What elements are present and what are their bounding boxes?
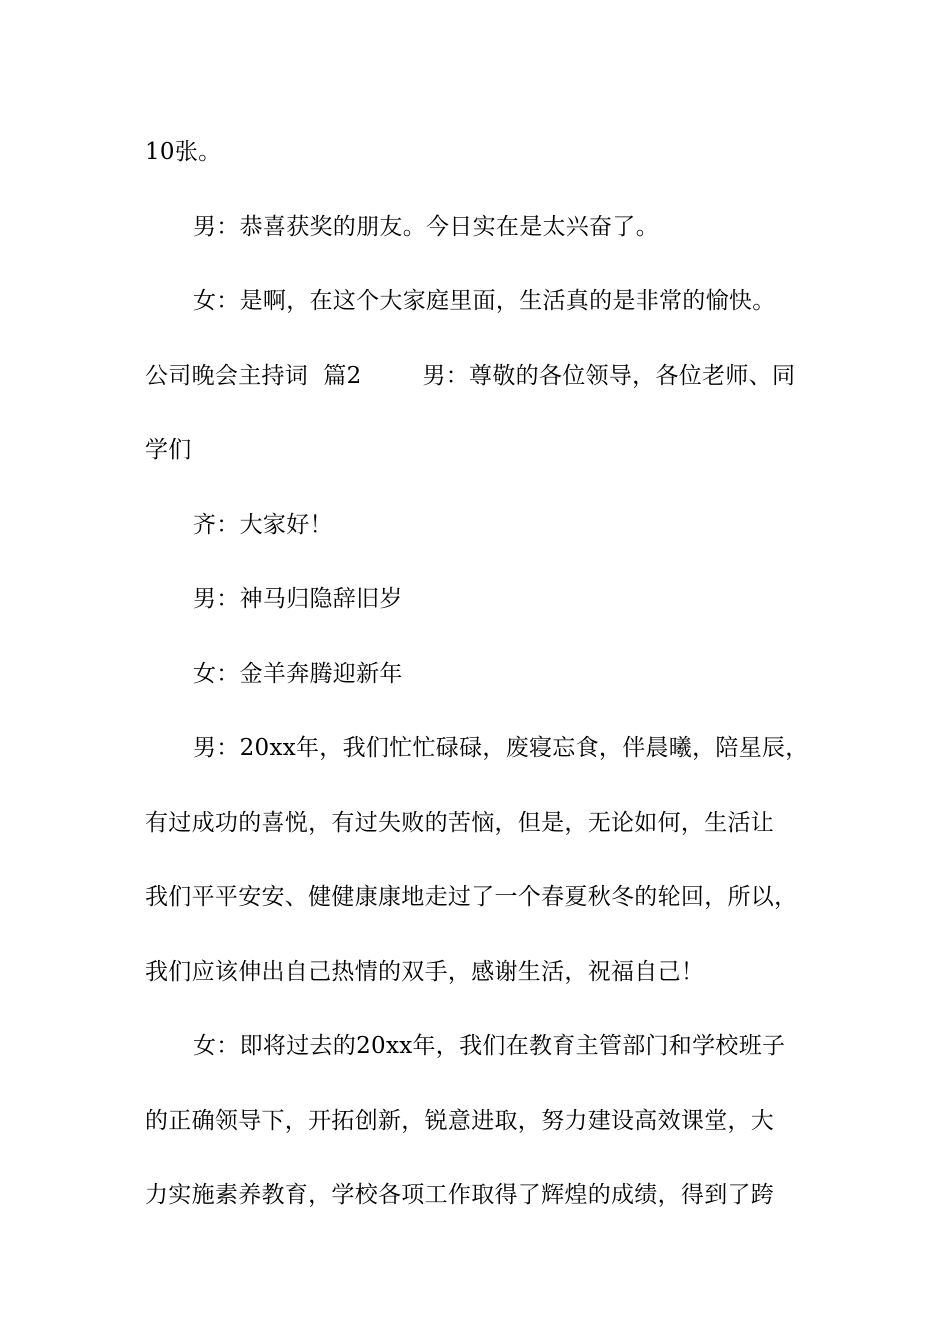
section-heading-line: 公司晚会主持词 篇2 男：尊敬的各位领导，各位老师、同 (145, 363, 796, 389)
text-line: 我们平平安安、健健康康地走过了一个春夏秋冬的轮回，所以， (145, 884, 798, 910)
text-line: 男：20xx年，我们忙忙碌碌，废寝忘食，伴晨曦，陪星辰， (193, 735, 809, 761)
text-line: 学们 (145, 437, 192, 463)
text-line: 有过成功的喜悦，有过失败的苦恼，但是，无论如何，生活让 (145, 810, 775, 836)
text-line: 的正确领导下，开拓创新，锐意进取，努力建设高效课堂，大 (145, 1108, 775, 1134)
text-line: 女：即将过去的20xx年，我们在教育主管部门和学校班子 (193, 1033, 786, 1059)
text-line: 男：恭喜获奖的朋友。今日实在是太兴奋了。 (193, 214, 659, 240)
text-line: 女：是啊，在这个大家庭里面，生活真的是非常的愉快。 (193, 288, 776, 314)
text-line: 我们应该伸出自己热情的双手，感谢生活，祝福自己！ (145, 959, 705, 985)
text-line: 10张。 (145, 139, 222, 165)
text-line: 齐：大家好！ (193, 512, 333, 538)
text-line: 力实施素养教育，学校各项工作取得了辉煌的成绩，得到了跨 (145, 1182, 775, 1208)
text-line: 男：神马归隐辞旧岁 (193, 586, 403, 612)
text-line: 女：金羊奔腾迎新年 (193, 661, 403, 687)
